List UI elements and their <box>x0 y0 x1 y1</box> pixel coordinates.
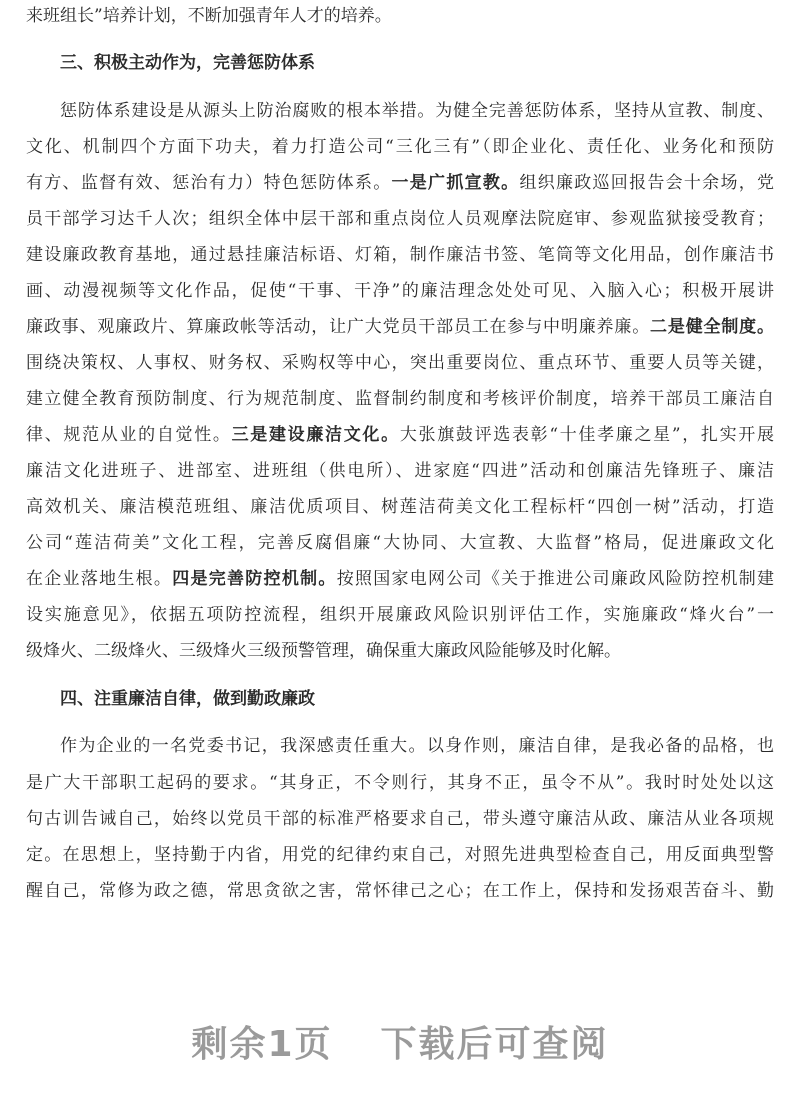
text-run: 醒自己，常修为政之德，常思贪欲之害，常怀律己之心；在工作上，保持和发扬艰苦奋斗、勤 <box>26 881 774 901</box>
paragraph-line <box>26 496 774 518</box>
text-run: 有方、监督有效、惩治有力）特色惩防体系。 <box>26 173 392 193</box>
text-run: 大张旗鼓评选表彰“十佳孝廉之星”，扎实开展 <box>399 425 774 445</box>
paragraph-line <box>26 424 774 446</box>
bold-keyphrase: 三是建设廉洁文化。 <box>231 425 400 445</box>
paragraph-line <box>26 244 774 266</box>
download-to-view-label: 下载后可查阅 <box>380 1024 609 1065</box>
paragraph-line <box>26 136 774 158</box>
text-run: 廉政事、观廉政片、算廉政帐等活动，让广大党员干部员工在参与中明廉养廉。 <box>26 317 651 337</box>
text-run: 画、动漫视频等文化作品，促使“干事、干净”的廉洁理念处处可见、入脑入心；积极开展讲 <box>26 281 774 301</box>
paragraph-line <box>26 208 774 230</box>
text-run: 文化、机制四个方面下功夫，着力打造公司“三化三有”（即企业化、责任化、业务化和预防 <box>26 137 774 157</box>
bold-keyphrase: 四是完善防控机制。 <box>172 569 337 589</box>
paragraph-line <box>26 532 774 554</box>
text-run: 高效机关、廉洁模范班组、廉洁优质项目、树莲洁荷美文化工程标杆“四创一树”活动，打造 <box>26 497 774 517</box>
paragraph-line <box>26 604 774 626</box>
text-run: 建立健全教育预防制度、行为规范制度、监督制约制度和考核评价制度，培养干部员工廉洁自 <box>26 389 774 409</box>
paragraph-line <box>26 640 666 662</box>
text-run: 句古训告诫自己，始终以党员干部的标准严格要求自己，带头遵守廉洁从政、廉洁从业各项规 <box>26 809 774 829</box>
bold-keyphrase: 二是健全制度。 <box>650 317 775 337</box>
paragraph-line <box>26 844 774 866</box>
text-run: 设实施意见》，依据五项防控流程，组织开展廉政风险识别评估工作，实施廉政“烽火台”一 <box>26 605 774 625</box>
paragraph-line <box>26 460 774 482</box>
section-heading <box>60 52 380 74</box>
paragraph-line <box>26 280 774 302</box>
text-run: 组织廉政巡回报告会十余场，党 <box>519 173 775 193</box>
text-run: 员干部学习达千人次；组织全体中层干部和重点岗位人员观摩法院庭审、参观监狱接受教育； <box>26 209 774 229</box>
paragraph-line <box>26 388 774 410</box>
section-heading <box>60 688 380 710</box>
text-run: 级烽火、二级烽火、三级烽火三级预警管理，确保重大廉政风险能够及时化解。 <box>26 641 621 661</box>
download-prompt[interactable] <box>0 1016 800 1067</box>
text-run: 廉洁文化进班子、进部室、进班组（供电所）、进家庭“四进”活动和创廉洁先锋班子、廉洁 <box>26 461 774 481</box>
text-run: 四、注重廉洁自律，做到勤政廉政 <box>60 689 315 709</box>
text-run: 惩防体系建设是从源头上防治腐败的根本举措。为健全完善惩防体系，坚持从宣教、制度、 <box>60 101 774 121</box>
text-run: 公司“莲洁荷美”文化工程，完善反腐倡廉“大协同、大宣教、大监督”格局，促进廉政文化 <box>26 533 774 553</box>
paragraph-line <box>26 880 774 902</box>
text-run: 作为企业的一名党委书记，我深感责任重大。以身作则，廉洁自律，是我必备的品格，也 <box>60 736 774 756</box>
paragraph-line <box>26 5 446 27</box>
paragraph-line <box>26 772 774 794</box>
text-run: 在企业落地生根。 <box>26 569 173 589</box>
text-run: 建设廉政教育基地，通过悬挂廉洁标语、灯箱，制作廉洁书签、笔筒等文化用品，创作廉洁书 <box>26 245 774 265</box>
remaining-pages-label: 剩余1页 <box>191 1024 333 1065</box>
paragraph-line <box>60 735 774 757</box>
paragraph-line <box>26 316 774 338</box>
paragraph-line <box>26 352 774 374</box>
paragraph-line <box>26 808 774 830</box>
text-run: 围绕决策权、人事权、财务权、采购权等中心，突出重要岗位、重点环节、重要人员等关键， <box>26 353 774 373</box>
bold-keyphrase: 一是广抓宣教。 <box>391 173 520 193</box>
paragraph-line <box>26 568 774 590</box>
text-run: 来班组长”培养计划，不断加强青年人才的培养。 <box>26 6 392 26</box>
text-run: 是广大干部职工起码的要求。“其身正，不令则行，其身不正，虽令不从”。我时时处处以这 <box>26 773 774 793</box>
text-run: 律、规范从业的自觉性。 <box>26 425 232 445</box>
text-run: 按照国家电网公司《关于推进公司廉政风险防控机制建 <box>336 569 775 589</box>
text-run: 定。在思想上，坚持勤于内省，用党的纪律约束自己，对照先进典型检查自己，用反面典型警 <box>26 845 774 865</box>
paragraph-line <box>60 100 774 122</box>
paragraph-line <box>26 172 774 194</box>
text-run: 三、积极主动作为，完善惩防体系 <box>60 53 315 73</box>
